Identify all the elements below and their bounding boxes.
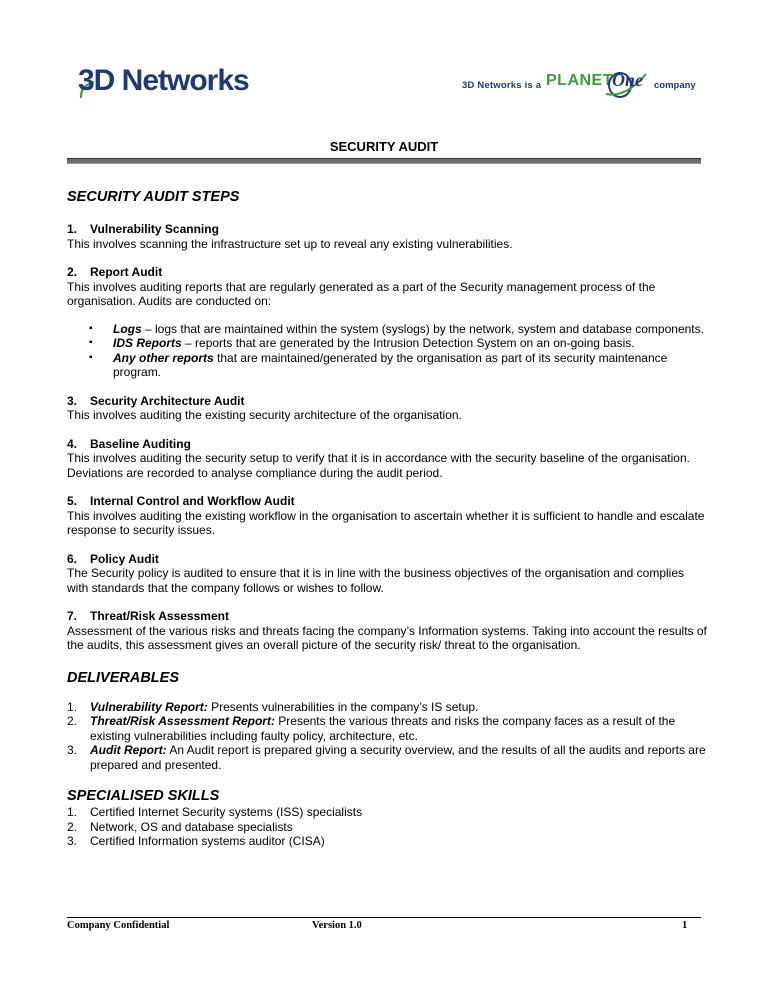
list-item: ▪ IDS Reports – reports that are generated by the Intrusion Detection System on an on-going basis.	[89, 336, 635, 350]
list-item: 3. Audit Report: An Audit report is prepared giving a security overview, and the results of all the audits and reports are prepared and presented.	[67, 743, 706, 772]
list-item: 1. Certified Internet Security systems (ISS) specialists	[67, 805, 363, 819]
list-item: ▪ Logs – logs that are maintained within the system (syslogs) by the network, system and database components.	[89, 321, 704, 336]
step-7: 7. Threat/Risk Assessment Assessment of the various risks and threats facing the company’s Information systems. Taking into account the results of the audits, this assessment gives an overall picture of the security risk/ threat to the organisation.	[67, 609, 707, 652]
step-6: 6. Policy Audit The Security policy is audited to ensure that it is in line with the business objectives of the organisation and complies with standards that the company follows or wishes to follow.	[67, 552, 707, 596]
step-6-text: The Security policy is audited to ensure that it is in line with the business objectives of the organisation and complies with standards that the company follows or wishes to follow.	[67, 566, 685, 595]
footer-rule	[67, 917, 701, 918]
title-rule	[67, 158, 701, 164]
footer-confidential: Company Confidential	[67, 920, 170, 931]
step-2-text: This involves auditing reports that are regularly generated as a part of the Security management process of the organisation. Audits are conducted on:	[67, 279, 656, 308]
skills-heading: SPECIALISED SKILLS	[67, 788, 220, 804]
step-6-title: Policy Audit	[90, 551, 159, 566]
planet-one-logo	[462, 68, 702, 102]
step-7-text: Assessment of the various risks and threats facing the company’s Information systems. Taking into account the results of the audits, this assessment gives an overall picture of the security risk/ threat to the organisation.	[67, 623, 707, 652]
list-item: 1. Vulnerability Report: Presents vulnerabilities in the company’s IS setup.	[67, 699, 479, 714]
footer-version: Version 1.0	[312, 920, 362, 931]
company-logo	[78, 64, 278, 108]
list-item: 2. Threat/Risk Assessment Report: Presents the various threats and risks the company faces as a result of the existing vulnerabilities including faulty policy, architecture, etc.	[67, 714, 676, 743]
deliverables-heading: DELIVERABLES	[67, 669, 179, 686]
steps-heading: SECURITY AUDIT STEPS	[67, 189, 240, 205]
step-5-text: This involves auditing the existing workflow in the organisation to ascertain whether it is sufficient to handle and escalate response to security issues.	[67, 508, 705, 537]
step-4: 4. Baseline Auditing This involves auditing the security setup to verify that it is in accordance with the security baseline of the organisation. Deviations are recorded to analyse compliance during the audit period.	[67, 437, 707, 481]
step-3-text: This involves auditing the existing security architecture of the organisation.	[67, 408, 462, 422]
step-2-title: Report Audit	[90, 265, 163, 279]
document-title: SECURITY AUDIT	[329, 139, 439, 154]
step-4-title: Baseline Auditing	[90, 436, 191, 451]
step-3: 3. Security Architecture Audit This involves auditing the existing security architecture of the organisation.	[67, 394, 707, 423]
step-4-text: This involves auditing the security setup to verify that it is in accordance with the security baseline of the organisation. Deviations are recorded to analyse compliance during the audit period.	[67, 451, 690, 480]
step-3-title: Security Architecture Audit	[90, 393, 245, 408]
list-item: ▪ Any other reports that are maintained/generated by the organisation as part of its security maintenance program.	[89, 350, 668, 379]
footer-page-number: 1	[682, 920, 688, 931]
logo-right-prefix: 3D Networks is a	[462, 80, 542, 91]
step-1: 1. Vulnerability Scanning This involves scanning the infrastructure set up to reveal any existing vulnerabilities.	[67, 222, 707, 251]
step-1-title: Vulnerability Scanning	[90, 222, 219, 236]
logo-right-one: One	[612, 70, 643, 90]
step-5: 5. Internal Control and Workflow Audit This involves auditing the existing workflow in the organisation to ascertain whether it is sufficient to handle and escalate response to security issues.	[67, 494, 707, 538]
step-5-title: Internal Control and Workflow Audit	[90, 494, 295, 508]
list-item: 2. Network, OS and database specialists	[67, 819, 293, 834]
document-body	[67, 188, 707, 849]
deliverables-list	[67, 700, 707, 773]
step-1-text: This involves scanning the infrastructure set up to reveal any existing vulnerabilities.	[67, 236, 513, 251]
step-2: 2. Report Audit This involves auditing reports that are regularly generated as a part of the Security management process of the organisation. Audits are conducted on: ▪ Logs – logs that are maintained within the system (syslogs) by the network, system and database components. ▪ IDS Reports – reports that are generated by the Intrusion Detection System on an on-going basis. ▪ Any other reports that are maintained/generated by the organisation as part of its security maintenance program.	[67, 265, 707, 380]
skills-list	[67, 805, 707, 849]
logo-right-planet: PLANET	[546, 72, 613, 89]
logo-right-suffix: company	[654, 80, 696, 91]
report-audit-list	[89, 322, 707, 380]
logo-text: 3D Networks	[78, 64, 249, 97]
step-7-title: Threat/Risk Assessment	[90, 609, 229, 623]
list-item: 3. Certified Information systems auditor (CISA)	[67, 834, 325, 848]
